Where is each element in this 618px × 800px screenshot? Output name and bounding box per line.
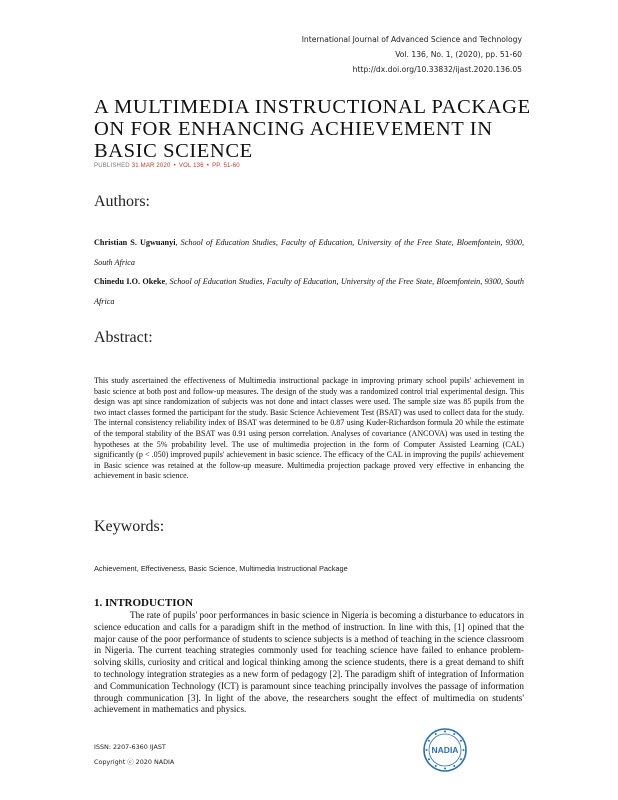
logo-label: NADIA — [431, 745, 459, 755]
journal-header — [302, 32, 522, 77]
issn-text: ISSN: 2207-6360 IJAST — [94, 743, 166, 751]
journal-doi[interactable]: http://dx.doi.org/10.33832/ijast.2020.136.05 — [352, 65, 522, 74]
nadia-logo-icon — [422, 727, 468, 773]
abstract-text: This study ascertained the effectiveness of Multimedia instructional package in improving primary school pupils' achievement in basic science at both post and follow-up measures. The design of the study was a randomized control trial experimental design. This design was apt since randomization of subjects was not done and intact classes were used. The sample size was 85 pupils from the two intact classes formed the participant for the study. Basic Science Achievement Test (BSAT) was used to collect data for the study. The internal consistency reliability index of BSAT was determined to be 0.87 using Kuder-Richardson formula 20 while the estimate of the temporal stability of the BSAT was 0.91 using person correlation. Analyses of covariance (ANCOVA) was used in testing the hypotheses at the 5% probability level. The use of multimedia projection in the form of Computer Assisted Learning (CAL) significantly (p < .050) improved pupils' achievement in basic science. The efficacy of the CAL in improving the pupils' achievement in Basic science was retained at the follow-up measure. Multimedia projection package proved very effective in enhancing the achievement in basic science. — [94, 376, 524, 481]
page-footer — [94, 740, 174, 770]
authors-heading: Authors: — [94, 193, 150, 210]
introduction-heading: 1. INTRODUCTION — [94, 597, 194, 609]
author-entry-1 — [94, 233, 524, 273]
published-date: 31 MAR 2020 — [131, 163, 171, 169]
published-pages: PP. 51-60 — [212, 163, 240, 169]
published-label: PUBLISHED — [94, 163, 130, 169]
author-affiliation: , School of Education Studies, Faculty of Education, University of the Free State, Bloemfontein, 9300, South Africa — [94, 277, 524, 306]
keywords-text: Achievement, Effectiveness, Basic Science, Multimedia Instructional Package — [94, 564, 348, 573]
abstract-heading: Abstract: — [94, 329, 153, 346]
keywords-heading: Keywords: — [94, 518, 165, 535]
author-name: Christian S. Ugwuanyi — [94, 238, 176, 247]
paper-title: A MULTIMEDIA INSTRUCTIONAL PACKAGE ON FOR ENHANCING ACHIEVEMENT IN BASIC SCIENCE — [94, 96, 531, 162]
journal-volume: Vol. 136, No. 1, (2020), pp. 51-60 — [395, 50, 522, 59]
introduction-text: The rate of pupils' poor performances in basic science in Nigeria is becoming a disturbance to educators in science education and calls for a paradigm shift in the method of instruction. In line with this, [1] opined that the major cause of the poor performance of students to science subjects is a method of teaching in the science classroom in Nigeria. The current teaching strategies commonly used for teaching science have failed to enhance problem-solving skills, curiosity and critical and logical thinking among the science students, there is a great demand to shift to technology integration strategies as a new form of pedagogy [2]. The paradigm shift of integration of Information and Communication Technology (ICT) is paramount since teaching principally involves the passage of information through communication [3]. In light of the above, the researchers sought the effect of multimedia on students' achievement in mathematics and physics. — [94, 610, 524, 715]
copyright-text: Copyright ⓒ 2020 NADIA — [94, 758, 175, 766]
author-entry-2 — [94, 272, 524, 312]
published-volume: VOL 136 — [178, 163, 204, 169]
publication-line: PUBLISHED 31 MAR 2020 • VOL 136 • PP. 51-60 — [94, 163, 240, 169]
author-affiliation: , School of Education Studies, Faculty of Education, University of the Free State, Bloemfontein, 9300, South Africa — [94, 238, 524, 267]
journal-name: International Journal of Advanced Science and Technology — [301, 35, 522, 44]
author-name: Chinedu I.O. Okeke — [94, 277, 166, 286]
